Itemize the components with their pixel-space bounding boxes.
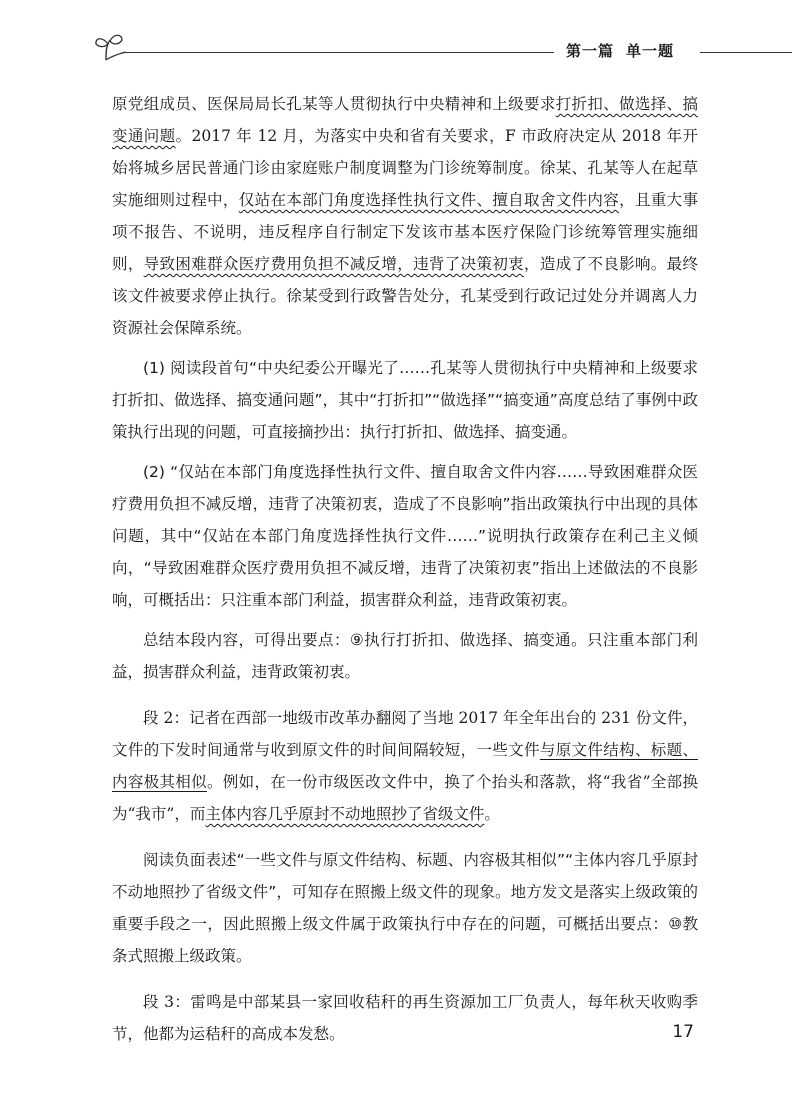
header-rule-left xyxy=(122,52,554,53)
p1-underline-3: 导致困难群众医疗费用负担不减反增，违背了决策初衷 xyxy=(143,255,525,273)
page-number: 17 xyxy=(672,1022,694,1042)
paragraph-3: 段 3：雷鸣是中部某县一家回收秸秆的再生资源加工厂负责人，每年秋天收购季节，他都为运秸秆的高成本发愁。 xyxy=(112,993,698,1043)
p1-underline-1: 打折扣、做选择、搞变通问题 xyxy=(112,95,698,145)
p2-underline-1: 与原文件结构、标题、内容极其相似 xyxy=(112,741,698,791)
analysis-summary-1: 总结本段内容，可得出要点：⑨执行打折扣、做选择、搞变通。只注重本部门利益，损害群众利益，违背政策初衷。 xyxy=(112,631,698,681)
paragraph-2 xyxy=(112,702,698,830)
p1-text-2: 。2017 年 12 月，为落实中央和省有关要求，F 市政府决定从 2018 年开始将城乡居民普通门诊由家庭账户制度调整为门诊统筹制度。徐某、孔某等人在起草实施细则过程中， xyxy=(112,127,698,209)
p1-text-3: ，且重大事项不报告、不说明，违反程序自行制定下发该市基本医疗保险门诊统筹管理实施细则， xyxy=(112,191,698,273)
header-part: 第一篇 xyxy=(566,42,615,60)
p1-text-4: ，造成了不良影响。最终该文件被要求停止执行。徐某受到行政警告处分，孔某受到行政记过处分并调离人力资源社会保障系统。 xyxy=(112,255,698,337)
header-rule-right xyxy=(700,52,792,53)
analysis-summary-2: 阅读负面表述“一些文件与原文件结构、标题、内容极其相似”“主体内容几乎原封不动地照抄了省级文件”，可知存在照搬上级文件的现象。地方发文是落实上级政策的重要手段之一，因此照搬上级文件属于政策执行中存在的问题，可概括出要点：⑩教条式照搬上级政策。 xyxy=(112,851,698,965)
p2-text-2: 。例如，在一份市级医改文件中，换了个抬头和落款，将“我省”全部换为“我市”，而 xyxy=(112,773,698,823)
p2-underline-2: 主体内容几乎原封不动地照抄了省级文件 xyxy=(205,805,485,823)
page-content xyxy=(112,88,698,1050)
page-header xyxy=(92,30,732,66)
p1-underline-2: 仅站在本部门角度选择性执行文件、擅自取舍文件内容 xyxy=(238,191,620,209)
header-section: 单一题 xyxy=(626,42,675,60)
analysis-2: (2) “仅站在本部门角度选择性执行文件、擅自取舍文件内容……导致困难群众医疗费用负担不减反增，违背了决策初衷，造成了不良影响”指出政策执行中出现的具体问题，其中“仅站在本部门角度选择性执行文件……”说明执行政策存在利己主义倾向，“导致困难群众医疗费用负担不减反增，违背了决策初衷”指出上述做法的不良影响，可概括出：只注重本部门利益，损害群众利益，违背政策初衷。 xyxy=(112,463,698,609)
p1-text-1: 原党组成员、医保局局长孔某等人贯彻执行中央精神和上级要求 xyxy=(112,95,556,113)
header-title xyxy=(560,40,680,61)
analysis-1: (1) 阅读段首句“中央纪委公开曝光了……孔某等人贯彻执行中央精神和上级要求打折扣、做选择、搞变通问题”，其中“打折扣”“做选择”“搞变通”高度总结了事例中政策执行出现的问题，可直接摘抄出：执行打折扣、做选择、搞变通。 xyxy=(112,359,698,441)
sprout-icon xyxy=(92,30,128,64)
p2-text-3: 。 xyxy=(484,805,500,823)
paragraph-1 xyxy=(112,88,698,344)
p2-text-1: 段 2：记者在西部一地级市改革办翻阅了当地 2017 年全年出台的 231 份文件，文件的下发时间通常与收到原文件的时间间隔较短，一些文件 xyxy=(112,709,698,759)
